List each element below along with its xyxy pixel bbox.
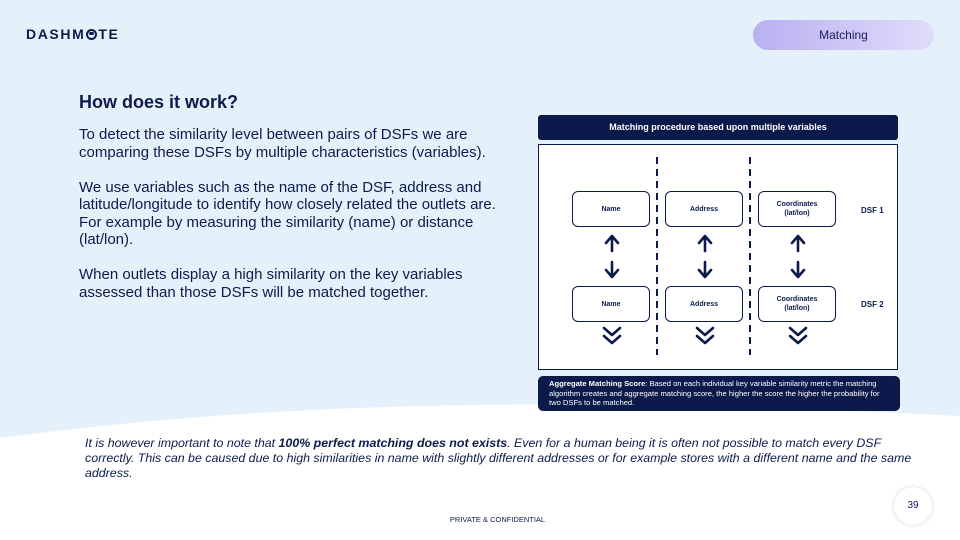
body-text	[79, 126, 509, 319]
dsf1-coordinates-node: Coordinates (lat/lon)	[758, 191, 836, 227]
double-chevron-down-icon	[697, 328, 713, 343]
diagram-graphics	[539, 145, 897, 369]
arrow-down-icon	[792, 262, 804, 277]
aggregate-score-box	[538, 376, 900, 411]
matching-diagram	[538, 144, 898, 370]
paragraph-1: To detect the similarity level between pairs of DSFs we are comparing these DSFs by multiple characteristics (variables).	[79, 126, 486, 161]
row-label-dsf1: DSF 1	[861, 206, 884, 215]
double-chevron-down-icon	[790, 328, 806, 343]
row-label-dsf2: DSF 2	[861, 300, 884, 309]
arrow-up-icon	[606, 236, 618, 251]
dsf2-address-node: Address	[665, 286, 743, 322]
arrow-down-icon	[699, 262, 711, 277]
page-title: How does it work?	[79, 92, 239, 112]
paragraph-2: We use variables such as the name of the DSF, address and latitude/longitude to identify how closely related the outlets are. For example by measuring the similarity (name) or distance (lat/lon).	[79, 178, 496, 248]
page-number: 39	[894, 487, 932, 525]
section-badge: Matching	[753, 20, 934, 50]
score-text: : Based on each individual key variable similarity metric the matching algorithm creates and aggregate matching score, the higher the score the higher the probability for two DSFs to be matched.	[549, 379, 880, 407]
arrow-up-icon	[792, 236, 804, 251]
dashmote-logo: DASHM TE	[26, 26, 120, 42]
dsf2-coordinates-node: Coordinates (lat/lon)	[758, 286, 836, 322]
arrow-down-icon	[606, 262, 618, 277]
dsf2-name-node: Name	[572, 286, 650, 322]
dsf1-address-node: Address	[665, 191, 743, 227]
diagram-header: Matching procedure based upon multiple variables	[538, 115, 898, 140]
double-chevron-down-icon	[604, 328, 620, 343]
footnote: It is however important to note that 100% perfect matching does not exists. Even for a human being it is often not possible to match every DSF correctly. This can be caused due to high similarities in name with slightly different addresses or for example stores with a different name and the same address.	[85, 436, 912, 480]
footnote-emphasis: 100% perfect matching does not exists	[278, 436, 508, 450]
score-title: Aggregate Matching Score	[549, 379, 646, 388]
arrow-up-icon	[699, 236, 711, 251]
confidential-label: PRIVATE & CONFIDENTIAL	[449, 515, 546, 524]
paragraph-3: When outlets display a high similarity on the key variables assessed than those DSFs will be matched together.	[79, 266, 463, 301]
logo-o-icon	[86, 29, 97, 40]
dsf1-name-node: Name	[572, 191, 650, 227]
